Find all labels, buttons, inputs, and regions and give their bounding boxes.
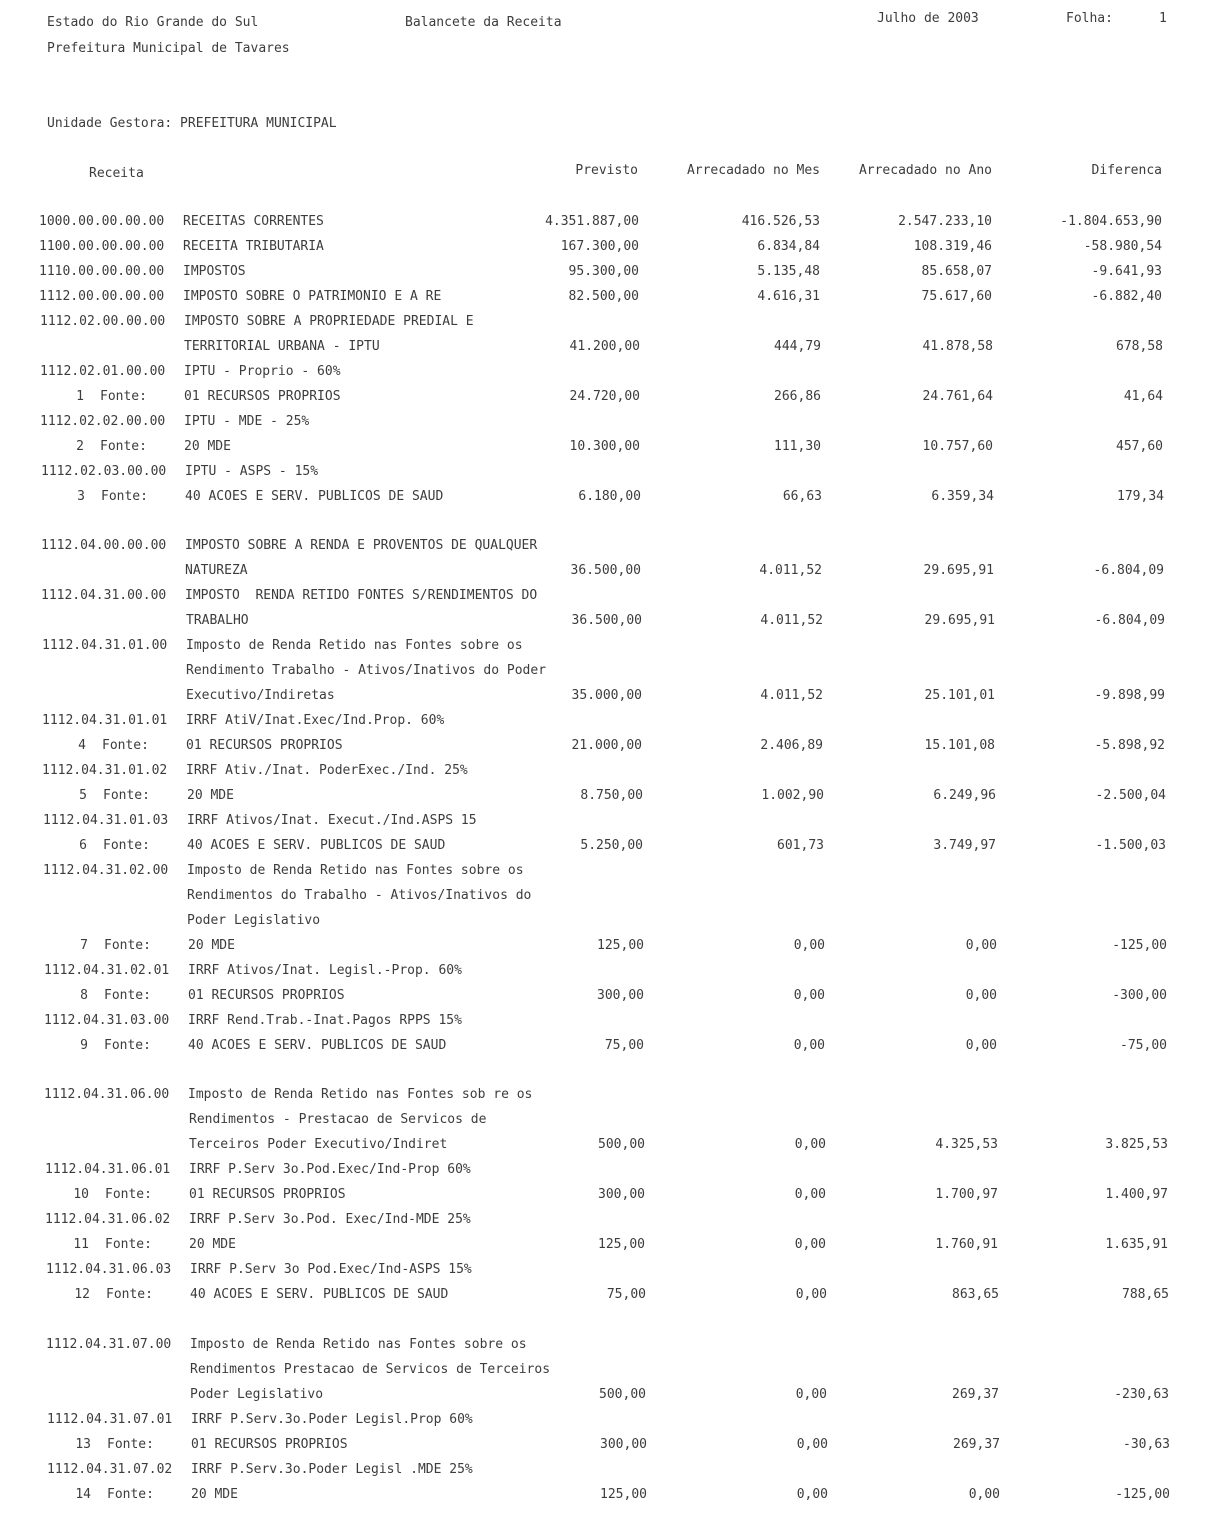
account-description: IPTU - Proprio - 60% — [184, 364, 341, 379]
table-row — [1, 389, 1212, 407]
table-row — [3, 638, 1212, 656]
column-header-arrecadado-ano: Arrecadado no Ano — [858, 163, 992, 178]
table-row — [5, 1087, 1212, 1105]
previsto-value: 6.180,00 — [578, 489, 641, 504]
fonte-label: Fonte: — [107, 1487, 154, 1502]
table-row — [3, 738, 1212, 756]
arrecadado-mes-value: 4.011,52 — [760, 613, 823, 628]
fonte-label: Fonte: — [104, 938, 151, 953]
table-row — [6, 1237, 1212, 1255]
arrecadado-ano-value: 1.760,91 — [935, 1237, 998, 1252]
table-row — [4, 888, 1212, 906]
account-description: Imposto de Renda Retido nas Fontes sobre os — [190, 1337, 527, 1352]
arrecadado-mes-value: 4.011,52 — [759, 563, 822, 578]
previsto-value: 300,00 — [597, 988, 644, 1003]
account-description: Imposto de Renda Retido nas Fontes sobre os — [186, 638, 523, 653]
previsto-value: 125,00 — [598, 1237, 645, 1252]
account-code: 1000.00.00.00.00 — [39, 214, 165, 229]
table-row — [6, 1112, 1212, 1130]
diferenca-value: -6.882,40 — [1091, 289, 1162, 304]
diferenca-value: -300,00 — [1112, 988, 1167, 1003]
arrecadado-mes-value: 6.834,84 — [757, 239, 820, 254]
account-description: RECEITA TRIBUTARIA — [183, 239, 324, 254]
account-description: IMPOSTO SOBRE A PROPRIEDADE PREDIAL E — [184, 314, 474, 329]
account-description: 01 RECURSOS PROPRIOS — [189, 1187, 346, 1202]
arrecadado-mes-value: 0,00 — [793, 938, 825, 953]
diferenca-value: -125,00 — [1112, 938, 1167, 953]
previsto-value: 125,00 — [600, 1487, 647, 1502]
previsto-value: 75,00 — [604, 1038, 644, 1053]
account-description: Rendimentos - Prestacao de Servicos de — [189, 1112, 487, 1127]
account-description: IRRF Ativ./Inat. PoderExec./Ind. 25% — [186, 763, 468, 778]
account-code: 1112.04.31.07.00 — [46, 1337, 172, 1352]
arrecadado-mes-value: 0,00 — [795, 1387, 827, 1402]
table-row — [2, 563, 1212, 581]
previsto-value: 500,00 — [599, 1387, 646, 1402]
diferenca-value: -58.980,54 — [1083, 239, 1162, 254]
previsto-value: 167.300,00 — [560, 239, 639, 254]
arrecadado-ano-value: 75.617,60 — [921, 289, 992, 304]
previsto-value: 300,00 — [598, 1187, 645, 1202]
table-row — [5, 988, 1212, 1006]
account-code: 1112.00.00.00.00 — [39, 289, 165, 304]
table-row — [7, 1337, 1212, 1355]
fonte-number: 8 — [80, 988, 88, 1003]
diferenca-value: 1.635,91 — [1105, 1237, 1168, 1252]
account-description: IRRF P.Serv 3o.Pod. Exec/Ind-MDE 25% — [189, 1212, 471, 1227]
fonte-label: Fonte: — [100, 389, 147, 404]
account-code: 1112.04.31.01.03 — [43, 813, 169, 828]
table-row — [0, 264, 1212, 282]
previsto-value: 5.250,00 — [580, 838, 643, 853]
account-description: IMPOSTOS — [183, 264, 246, 279]
previsto-value: 21.000,00 — [571, 738, 642, 753]
account-description: Rendimentos do Trabalho - Ativos/Inativos do — [187, 888, 532, 903]
account-code: 1112.04.31.01.00 — [42, 638, 168, 653]
arrecadado-mes-value: 266,86 — [774, 389, 821, 404]
fonte-label: Fonte: — [105, 1187, 152, 1202]
diferenca-value: -9.898,99 — [1094, 688, 1165, 703]
account-description: IRRF Rend.Trab.-Inat.Pagos RPPS 15% — [188, 1013, 462, 1028]
previsto-value: 300,00 — [600, 1437, 647, 1452]
previsto-value: 10.300,00 — [569, 439, 640, 454]
table-row — [6, 1212, 1212, 1230]
table-row — [8, 1437, 1212, 1455]
table-row — [7, 1387, 1212, 1405]
fonte-number: 7 — [80, 938, 88, 953]
table-row — [2, 489, 1212, 507]
account-description: IMPOSTO RENDA RETIDO FONTES S/RENDIMENTOS DO — [185, 588, 538, 603]
account-code: 1112.04.00.00.00 — [41, 538, 167, 553]
table-row — [3, 688, 1212, 706]
account-description: NATUREZA — [185, 563, 248, 578]
diferenca-value: -230,63 — [1114, 1387, 1169, 1402]
diferenca-value: -2.500,04 — [1095, 788, 1166, 803]
previsto-value: 41.200,00 — [569, 339, 640, 354]
account-description: IRRF Ativos/Inat. Execut./Ind.ASPS 15 — [187, 813, 477, 828]
table-row — [3, 663, 1212, 681]
account-code: 1112.04.31.00.00 — [41, 588, 167, 603]
account-description: IPTU - MDE - 25% — [184, 414, 310, 429]
diferenca-value: 457,60 — [1116, 439, 1163, 454]
account-code: 1112.04.31.06.02 — [45, 1212, 171, 1227]
table-row — [8, 1412, 1212, 1430]
fonte-number: 13 — [75, 1437, 91, 1452]
diferenca-value: -75,00 — [1120, 1038, 1167, 1053]
account-code: 1112.04.31.01.02 — [42, 763, 168, 778]
fonte-label: Fonte: — [106, 1287, 153, 1302]
diferenca-value: 678,58 — [1116, 339, 1163, 354]
diferenca-value: 179,34 — [1117, 489, 1164, 504]
arrecadado-mes-value: 0,00 — [794, 1187, 826, 1202]
account-description: IPTU - ASPS - 15% — [185, 464, 319, 479]
fonte-label: Fonte: — [101, 489, 148, 504]
arrecadado-ano-value: 269,37 — [952, 1387, 999, 1402]
account-description: IRRF P.Serv 3o Pod.Exec/Ind-ASPS 15% — [190, 1262, 472, 1277]
account-description: IRRF AtiV/Inat.Exec/Ind.Prop. 60% — [186, 713, 445, 728]
account-code: 1112.04.31.06.01 — [45, 1162, 171, 1177]
account-description: RECEITAS CORRENTES — [183, 214, 324, 229]
arrecadado-ano-value: 0,00 — [965, 938, 997, 953]
account-code: 1112.04.31.07.01 — [47, 1412, 173, 1427]
arrecadado-mes-value: 4.616,31 — [757, 289, 820, 304]
arrecadado-mes-value: 0,00 — [793, 1038, 825, 1053]
account-code: 1112.02.01.00.00 — [40, 364, 166, 379]
previsto-value: 24.720,00 — [569, 389, 640, 404]
table-row — [2, 538, 1212, 556]
table-row — [3, 613, 1212, 631]
table-row — [1, 414, 1212, 432]
arrecadado-mes-value: 416.526,53 — [741, 214, 820, 229]
table-row — [5, 963, 1212, 981]
arrecadado-ano-value: 6.359,34 — [931, 489, 994, 504]
table-row — [0, 239, 1212, 257]
account-description: IRRF P.Serv 3o.Pod.Exec/Ind-Prop 60% — [189, 1162, 471, 1177]
municipality-name: Prefeitura Municipal de Tavares — [47, 41, 290, 56]
arrecadado-mes-value: 111,30 — [774, 439, 821, 454]
column-header-receita: Receita — [89, 166, 144, 181]
management-unit: Unidade Gestora: PREFEITURA MUNICIPAL — [47, 116, 337, 131]
table-row — [1, 339, 1212, 357]
account-description: IMPOSTO SOBRE A RENDA E PROVENTOS DE QUALQUER — [185, 538, 538, 553]
column-header-previsto: Previsto — [575, 163, 638, 178]
column-header-arrecadado-mes: Arrecadado no Mes — [686, 163, 820, 178]
arrecadado-ano-value: 1.700,97 — [935, 1187, 998, 1202]
diferenca-value: -1.804.653,90 — [1060, 214, 1162, 229]
account-description: 40 ACOES E SERV. PUBLICOS DE SAUD — [187, 838, 446, 853]
account-code: 1112.04.31.03.00 — [44, 1013, 170, 1028]
arrecadado-mes-value: 0,00 — [796, 1437, 828, 1452]
fonte-number: 1 — [76, 389, 84, 404]
fonte-number: 2 — [76, 439, 84, 454]
fonte-number: 10 — [73, 1187, 89, 1202]
arrecadado-mes-value: 5.135,48 — [757, 264, 820, 279]
diferenca-value: 1.400,97 — [1105, 1187, 1168, 1202]
previsto-value: 4.351.887,00 — [545, 214, 639, 229]
table-row — [1, 314, 1212, 332]
diferenca-value: -125,00 — [1115, 1487, 1170, 1502]
arrecadado-mes-value: 0,00 — [795, 1287, 827, 1302]
sheet-label: Folha: — [1066, 11, 1113, 26]
state-name: Estado do Rio Grande do Sul — [47, 15, 259, 30]
arrecadado-ano-value: 29.695,91 — [924, 613, 995, 628]
fonte-number: 14 — [75, 1487, 91, 1502]
fonte-label: Fonte: — [100, 439, 147, 454]
table-row — [0, 289, 1212, 307]
account-code: 1112.04.31.02.00 — [43, 863, 169, 878]
account-description: 01 RECURSOS PROPRIOS — [188, 988, 345, 1003]
diferenca-value: -9.641,93 — [1091, 264, 1162, 279]
account-code: 1112.04.31.06.00 — [44, 1087, 170, 1102]
previsto-value: 82.500,00 — [568, 289, 639, 304]
account-description: 40 ACOES E SERV. PUBLICOS DE SAUD — [190, 1287, 449, 1302]
previsto-value: 75,00 — [606, 1287, 646, 1302]
table-row — [3, 713, 1212, 731]
arrecadado-ano-value: 0,00 — [968, 1487, 1000, 1502]
account-description: IRRF P.Serv.3o.Poder Legisl .MDE 25% — [191, 1462, 473, 1477]
account-description: 40 ACOES E SERV. PUBLICOS DE SAUD — [185, 489, 444, 504]
diferenca-value: -5.898,92 — [1094, 738, 1165, 753]
account-code: 1112.04.31.01.01 — [42, 713, 168, 728]
account-description: IMPOSTO SOBRE O PATRIMONIO E A RE — [183, 289, 442, 304]
account-description: 20 MDE — [191, 1487, 238, 1502]
table-row — [3, 763, 1212, 781]
fonte-label: Fonte: — [104, 1038, 151, 1053]
account-description: Rendimento Trabalho - Ativos/Inativos do Poder — [186, 663, 547, 678]
report-period: Julho de 2003 — [877, 11, 979, 26]
account-code: 1112.02.02.00.00 — [40, 414, 166, 429]
account-description: TRABALHO — [186, 613, 249, 628]
column-header-diferenca: Diferenca — [1091, 163, 1162, 178]
account-description: Rendimentos Prestacao de Servicos de Terceiros — [190, 1362, 551, 1377]
table-row — [5, 1013, 1212, 1031]
diferenca-value: 3.825,53 — [1105, 1137, 1168, 1152]
arrecadado-ano-value: 0,00 — [965, 988, 997, 1003]
diferenca-value: -1.500,03 — [1095, 838, 1166, 853]
fonte-number: 3 — [77, 489, 85, 504]
arrecadado-ano-value: 41.878,58 — [922, 339, 993, 354]
table-row — [2, 588, 1212, 606]
table-row — [4, 788, 1212, 806]
arrecadado-ano-value: 108.319,46 — [913, 239, 992, 254]
table-row — [4, 863, 1212, 881]
table-row — [6, 1187, 1212, 1205]
table-row — [0, 214, 1212, 232]
account-description: Imposto de Renda Retido nas Fontes sobre os — [187, 863, 524, 878]
account-code: 1112.02.00.00.00 — [40, 314, 166, 329]
arrecadado-ano-value: 15.101,08 — [924, 738, 995, 753]
diferenca-value: -6.804,09 — [1094, 613, 1165, 628]
arrecadado-ano-value: 2.547.233,10 — [898, 214, 992, 229]
account-description: IRRF Ativos/Inat. Legisl.-Prop. 60% — [188, 963, 462, 978]
report-title: Balancete da Receita — [405, 15, 562, 30]
fonte-number: 9 — [80, 1038, 88, 1053]
account-description: 40 ACOES E SERV. PUBLICOS DE SAUD — [188, 1038, 447, 1053]
table-row — [4, 838, 1212, 856]
arrecadado-ano-value: 863,65 — [952, 1287, 999, 1302]
arrecadado-ano-value: 3.749,97 — [933, 838, 996, 853]
arrecadado-ano-value: 85.658,07 — [921, 264, 992, 279]
fonte-number: 11 — [73, 1237, 89, 1252]
sheet-number: 1 — [1159, 11, 1167, 26]
account-description: Poder Legislativo — [190, 1387, 324, 1402]
account-code: 1112.04.31.06.03 — [46, 1262, 172, 1277]
account-description: 20 MDE — [189, 1237, 236, 1252]
arrecadado-ano-value: 269,37 — [953, 1437, 1000, 1452]
table-row — [4, 813, 1212, 831]
arrecadado-ano-value: 25.101,01 — [924, 688, 995, 703]
previsto-value: 35.000,00 — [571, 688, 642, 703]
diferenca-value: -6.804,09 — [1093, 563, 1164, 578]
account-code: 1100.00.00.00.00 — [39, 239, 165, 254]
arrecadado-ano-value: 4.325,53 — [935, 1137, 998, 1152]
arrecadado-ano-value: 24.761,64 — [922, 389, 993, 404]
account-description: IRRF P.Serv.3o.Poder Legisl.Prop 60% — [191, 1412, 473, 1427]
account-description: Terceiros Poder Executivo/Indiret — [189, 1137, 448, 1152]
account-code: 1112.04.31.02.01 — [44, 963, 170, 978]
table-row — [6, 1162, 1212, 1180]
fonte-label: Fonte: — [103, 788, 150, 803]
table-row — [5, 1038, 1212, 1056]
fonte-number: 5 — [79, 788, 87, 803]
account-description: Imposto de Renda Retido nas Fontes sob re os — [188, 1087, 533, 1102]
table-row — [5, 938, 1212, 956]
table-row — [1, 364, 1212, 382]
account-code: 1110.00.00.00.00 — [39, 264, 165, 279]
table-row — [4, 913, 1212, 931]
table-row — [7, 1362, 1212, 1380]
account-description: 20 MDE — [184, 439, 231, 454]
previsto-value: 95.300,00 — [568, 264, 639, 279]
table-row — [8, 1487, 1212, 1505]
diferenca-value: -30,63 — [1123, 1437, 1170, 1452]
table-row — [6, 1137, 1212, 1155]
account-description: Executivo/Indiretas — [186, 688, 335, 703]
fonte-number: 6 — [79, 838, 87, 853]
account-code: 1112.04.31.07.02 — [47, 1462, 173, 1477]
fonte-number: 12 — [74, 1287, 90, 1302]
account-description: 01 RECURSOS PROPRIOS — [186, 738, 343, 753]
arrecadado-ano-value: 10.757,60 — [922, 439, 993, 454]
arrecadado-mes-value: 0,00 — [793, 988, 825, 1003]
arrecadado-mes-value: 4.011,52 — [760, 688, 823, 703]
arrecadado-mes-value: 601,73 — [777, 838, 824, 853]
account-description: 01 RECURSOS PROPRIOS — [191, 1437, 348, 1452]
arrecadado-mes-value: 0,00 — [796, 1487, 828, 1502]
table-row — [7, 1287, 1212, 1305]
table-row — [2, 464, 1212, 482]
fonte-label: Fonte: — [107, 1437, 154, 1452]
fonte-label: Fonte: — [103, 838, 150, 853]
diferenca-value: 788,65 — [1122, 1287, 1169, 1302]
table-row — [1, 439, 1212, 457]
previsto-value: 36.500,00 — [571, 613, 642, 628]
previsto-value: 8.750,00 — [580, 788, 643, 803]
account-description: 01 RECURSOS PROPRIOS — [184, 389, 341, 404]
previsto-value: 125,00 — [597, 938, 644, 953]
arrecadado-mes-value: 2.406,89 — [760, 738, 823, 753]
arrecadado-mes-value: 0,00 — [794, 1137, 826, 1152]
arrecadado-ano-value: 0,00 — [965, 1038, 997, 1053]
account-description: TERRITORIAL URBANA - IPTU — [184, 339, 380, 354]
arrecadado-mes-value: 1.002,90 — [761, 788, 824, 803]
arrecadado-mes-value: 66,63 — [782, 489, 822, 504]
diferenca-value: 41,64 — [1123, 389, 1163, 404]
previsto-value: 500,00 — [598, 1137, 645, 1152]
account-code: 1112.02.03.00.00 — [41, 464, 167, 479]
account-description: 20 MDE — [188, 938, 235, 953]
fonte-label: Fonte: — [105, 1237, 152, 1252]
fonte-label: Fonte: — [104, 988, 151, 1003]
account-description: Poder Legislativo — [187, 913, 321, 928]
arrecadado-ano-value: 29.695,91 — [923, 563, 994, 578]
table-row — [7, 1262, 1212, 1280]
previsto-value: 36.500,00 — [570, 563, 641, 578]
arrecadado-ano-value: 6.249,96 — [933, 788, 996, 803]
arrecadado-mes-value: 0,00 — [794, 1237, 826, 1252]
arrecadado-mes-value: 444,79 — [774, 339, 821, 354]
fonte-number: 4 — [78, 738, 86, 753]
fonte-label: Fonte: — [102, 738, 149, 753]
table-row — [8, 1462, 1212, 1480]
account-description: 20 MDE — [187, 788, 234, 803]
